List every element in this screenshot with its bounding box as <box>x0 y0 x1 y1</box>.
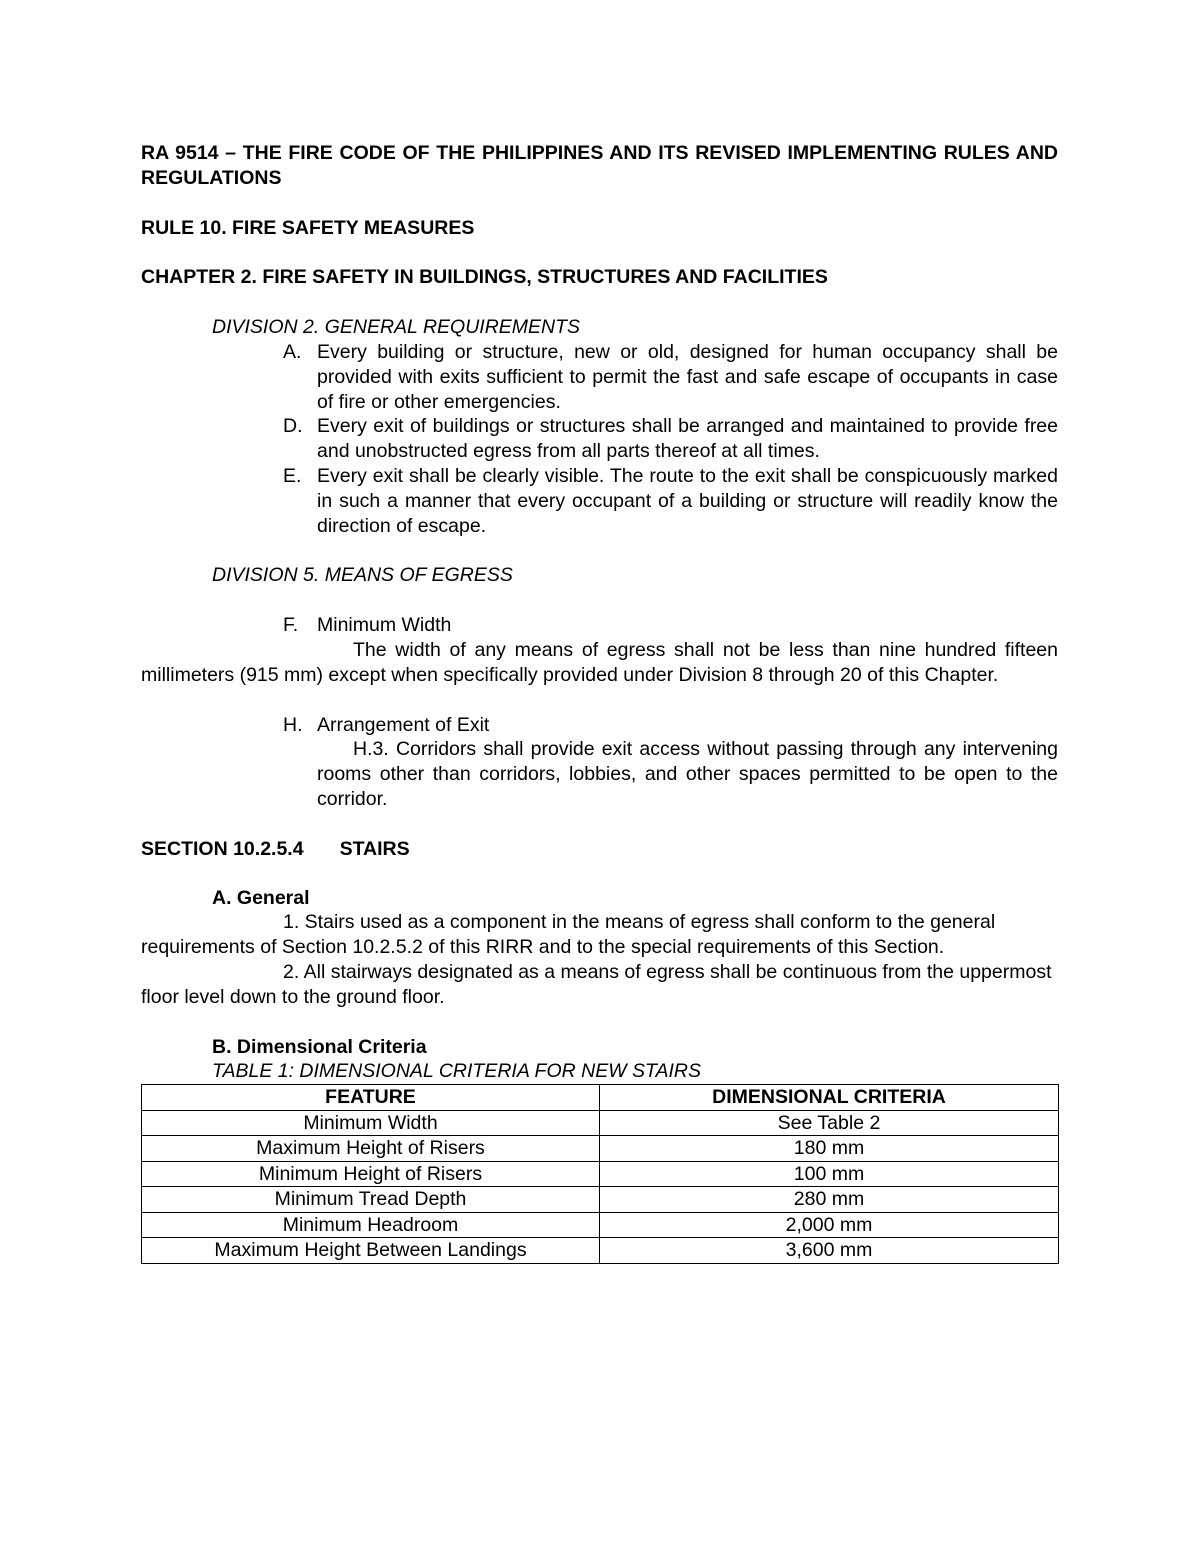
minimum-width-heading <box>141 613 1058 638</box>
table-row <box>142 1136 1059 1162</box>
list-item-text: Every exit shall be clearly visible. The route to the exit shall be conspicuously marked in such a manner that every occupant of a building or structure will readily know the direction of escape. <box>317 464 1058 537</box>
list-item-text: Every exit of buildings or structures shall be arranged and maintained to provide free and unobstructed egress from all parts thereof at all times. <box>317 415 1058 463</box>
table-cell-feature: Maximum Height Between Landings <box>142 1238 600 1264</box>
stairs-paragraph-2-line-2: floor level down to the ground floor. <box>141 985 445 1008</box>
stairs-paragraph-1-line-1: 1. Stairs used as a component in the means of egress shall conform to the general <box>283 911 996 934</box>
document-title: RA 9514 – THE FIRE CODE OF THE PHILIPPINES AND ITS REVISED IMPLEMENTING RULES AND REGULATIONS <box>141 142 1058 189</box>
dimensional-criteria-table <box>141 1084 1059 1264</box>
table-cell-criteria: See Table 2 <box>600 1110 1059 1136</box>
corridor-rule-text: H.3. Corridors shall provide exit access without passing through any intervening rooms other than corridors, lobbies, and other spaces permitted to be open to the corridor. <box>317 738 1058 810</box>
minimum-width-text: The width of any means of egress shall not be less than nine hundred fifteen millimeters (915 mm) except when specifically provided under Division 8 through 20 of this Chapter. <box>141 638 1058 686</box>
table-cell-criteria: 180 mm <box>600 1136 1059 1162</box>
table-cell-criteria: 280 mm <box>600 1187 1059 1213</box>
arrangement-of-exit-title: Arrangement of Exit <box>317 713 490 736</box>
document-page <box>141 141 1058 1264</box>
table-cell-feature: Maximum Height of Risers <box>142 1136 600 1162</box>
list-item-letter: H. <box>283 713 303 736</box>
table-header-criteria: DIMENSIONAL CRITERIA <box>600 1085 1059 1111</box>
list-item <box>212 340 1058 414</box>
minimum-width-title: Minimum Width <box>317 614 452 637</box>
arrangement-of-exit-heading <box>141 713 1058 738</box>
table-header-row <box>142 1085 1059 1111</box>
division-2-list <box>141 340 1058 538</box>
table-row <box>142 1212 1059 1238</box>
table-row <box>142 1110 1059 1136</box>
table-row <box>142 1187 1059 1213</box>
list-item <box>212 414 1058 464</box>
list-item-letter: F. <box>283 614 299 637</box>
stairs-paragraph-2-line-1: 2. All stairways designated as a means of egress shall be continuous from the uppermost <box>283 960 1052 983</box>
table-row <box>142 1238 1059 1264</box>
dimensional-criteria-heading: B. Dimensional Criteria <box>212 1035 427 1058</box>
table-caption: TABLE 1: DIMENSIONAL CRITERIA FOR NEW STAIRS <box>212 1060 702 1083</box>
list-item <box>212 464 1058 538</box>
table-row <box>142 1161 1059 1187</box>
table-cell-criteria: 100 mm <box>600 1161 1059 1187</box>
general-heading: A. General <box>212 886 310 909</box>
section-title <box>141 837 1058 862</box>
table-cell-feature: Minimum Headroom <box>142 1212 600 1238</box>
table-cell-criteria: 2,000 mm <box>600 1212 1059 1238</box>
table-cell-feature: Minimum Width <box>142 1110 600 1136</box>
list-item-letter: D. <box>283 415 303 438</box>
list-item-letter: E. <box>283 464 302 487</box>
table-cell-feature: Minimum Tread Depth <box>142 1187 600 1213</box>
arrangement-of-exit-text <box>317 737 1058 811</box>
table-header-feature: FEATURE <box>142 1085 600 1111</box>
chapter-title: CHAPTER 2. FIRE SAFETY IN BUILDINGS, STRUCTURES AND FACILITIES <box>141 266 828 289</box>
division-5-heading: DIVISION 5. MEANS OF EGRESS <box>212 564 513 587</box>
list-item-letter: A. <box>283 340 302 363</box>
table-cell-feature: Minimum Height of Risers <box>142 1161 600 1187</box>
rule-title: RULE 10. FIRE SAFETY MEASURES <box>141 216 475 239</box>
section-number: SECTION 10.2.5.4 <box>141 837 304 860</box>
section-name: STAIRS <box>339 837 410 860</box>
table-cell-criteria: 3,600 mm <box>600 1238 1059 1264</box>
stairs-paragraph-1-line-2: requirements of Section 10.2.5.2 of this RIRR and to the special requirements of this Section. <box>141 936 945 959</box>
division-2-heading: DIVISION 2. GENERAL REQUIREMENTS <box>212 316 581 339</box>
list-item-text: Every building or structure, new or old, designed for human occupancy shall be provided with exits sufficient to permit the fast and safe escape of occupants in case of fire or other emergencies. <box>317 340 1058 413</box>
